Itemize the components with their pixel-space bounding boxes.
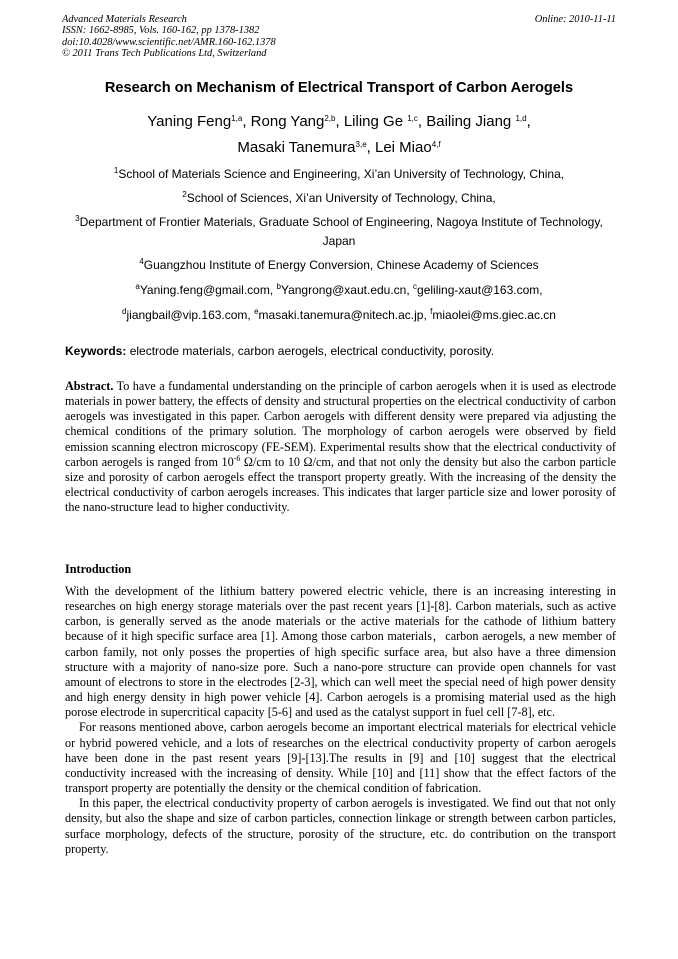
author-name: Lei Miao [374,139,432,156]
affiliation-sup: 4 [139,257,144,267]
keywords-label: Keywords: [65,344,127,358]
journal-header [62,14,618,60]
email-address[interactable]: Yaning.feng@gmail.com [139,283,270,297]
abstract-text-1: To have a fundamental understanding on the principle of carbon aerogels when it is used as electrode materials in power battery, the effects of density and structural properties on the electrical conductivity of carbon aerogels was investigated in this paper. Carbon aerogels with different density were prepared via adjusting the chemical conditions of the primary solution. The morphology of carbon aerogels were observed by field emission scanning electron microscopy (FE-SEM). Experimental results show that the electrical conductivity of carbon aerogels is ranged from 10 [65,379,616,469]
email-sup: b [276,282,281,292]
email-address[interactable]: Yangrong@xaut.edu.cn [280,283,407,297]
journal-name: Advanced Materials Research [62,14,187,25]
issn-line: ISSN: 1662-8985, Vols. 160-162, pp 1378-1382 [62,25,260,37]
abstract [65,379,616,515]
online-date: Online: 2010-11-11 [534,14,616,25]
abstract-exponent: -6 [233,453,241,463]
email-address[interactable]: miaolei@ms.giec.ac.cn [432,308,556,322]
abstract-text-2: Ω/cm to 10 Ω/cm, and that not only the density but also the carbon particle size and porosity of carbon aerogels effect the transport property greatly. With the increasing of the density the electrical conductivity of carbon aerogels increases. This indicates that larger particle size and lower porosity of the nano-structure lead to higher conductivity. [65,454,616,515]
author-affil-sup: 1,d [515,114,527,124]
affiliation-2 [0,191,678,205]
email-sup: c [413,282,418,292]
author-line-1: Yaning Feng$^{1,a}$, Rong Yang$^{2,b}$, Liling Ge $^{1,c}$, Bailing Jiang $^{1,d}$, [147,113,531,130]
copyright-line: © 2011 Trans Tech Publications Ltd, Switzerland [62,48,267,60]
email-line-2: $^d$jiangbail@vip.163.com, $^e$masaki.tanemura@nitech.ac.jp, $^f$miaolei@ms.giec.ac.cn [122,307,556,322]
email-line-1: $^a$Yaning.feng@gmail.com, $^b$Yangrong@xaut.edu.cn, $^c$geliling-xaut@163.com, [135,282,543,297]
email-address[interactable]: jiangbail@vip.163.com [126,308,248,322]
affiliation-sup: 3 [75,214,80,224]
email-sup: d [122,307,127,317]
author-affil-sup: 1,a [231,114,243,124]
intro-paragraph-3: In this paper, the electrical conductivity property of carbon aerogels is investigated. We find out that not only density, but also the shape and size of carbon particles, connection linkage or strength between carbon particles, surface morphology, defects of the structure, porosity of the structure, etc. do contribution on the transport property. [65,796,616,856]
paper-title: Research on Mechanism of Electrical Transport of Carbon Aerogels [104,80,574,96]
affiliation-sup: 1 [113,166,119,176]
affiliation-4 [0,258,678,272]
intro-paragraph-2: For reasons mentioned above, carbon aerogels become an important electrical materials for electrical vehicle or hybrid powered vehicle, and a lots of researches on the electrical conductivity property of carbon aerogels have been done in the past resent years [9]-[13].The results in [9] and [10] suggest that the electrical conductivity increased with the increasing of density. While [10] and [11] show that the effect factors of the transport property are potentially the density or the chemical condition of fabrication. [65,720,616,796]
affiliation-text: School of Sciences, Xi’an University of Technology, China, [186,191,496,205]
intro-paragraph-1: With the development of the lithium battery powered electric vehicle, there is an increasing interesting in researches on high energy storage materials over the past recent years [1]-[8]. Carbon materials, such as active carbon, is generally served as the anode materials or the active materials for the cathode of lithium battery because of it high specific surface area [1]. Among those carbon materials，carbon aerogels, a new member of carbon family, not only posses the properties of high specific surface area, but also have a three dimension structure with a majority of nano-size pore. Such a nano-pore structure can provide open channels for vast amount of electrons to store in the electrodes [2-3], which can well meet the special need of high power density and high energy density in high power vehicle [4]. Carbon aerogels is a promising material used as the high porose electrode in supercritical capacity [5-6] and used as the catalyst support in fuel cell [7-8], etc. [65,584,616,720]
keywords-text: electrode materials, carbon aerogels, electrical conductivity, porosity. [129,344,495,358]
author-affil-sup: 2,b [324,114,336,124]
keywords [65,344,621,358]
author-affil-sup: 4,f [431,140,441,150]
author-name: Yaning Feng [147,113,232,130]
email-sup: f [430,307,433,317]
author-affil-sup: 1,c [407,114,418,124]
author-name: Masaki Tanemura [237,139,356,156]
email-sup: e [254,307,259,317]
author-line-2: Masaki Tanemura$^{3,e}$, Lei Miao$^{4,f}$ [237,139,441,156]
author-name: Liling Ge [343,113,404,130]
author-name: Bailing Jiang [426,113,512,130]
section-heading-introduction: Introduction [65,562,132,576]
affiliation-3 [0,215,678,229]
affiliation-text: Department of Frontier Materials, Graduate School of Engineering, Nagoya Institute of Technology, [79,215,603,229]
abstract-label: Abstract. [65,379,114,393]
email-sup: a [135,282,140,292]
affiliation-sup: 2 [182,190,187,200]
email-address[interactable]: geliling-xaut@163.com [417,283,540,297]
affiliation-1 [0,167,678,181]
author-affil-sup: 3,e [355,140,367,150]
affiliation-text: Guangzhou Institute of Energy Conversion, Chinese Academy of Sciences [143,258,539,272]
doi-line: doi:10.4028/www.scientific.net/AMR.160-162.1378 [62,36,276,48]
affiliation-text: School of Materials Science and Engineering, Xi’an University of Technology, China, [118,167,565,181]
email-address[interactable]: masaki.tanemura@nitech.ac.jp [258,308,424,322]
author-name: Rong Yang [250,113,325,130]
affiliation-3-cont: Japan [322,234,356,248]
introduction-body [65,584,616,857]
